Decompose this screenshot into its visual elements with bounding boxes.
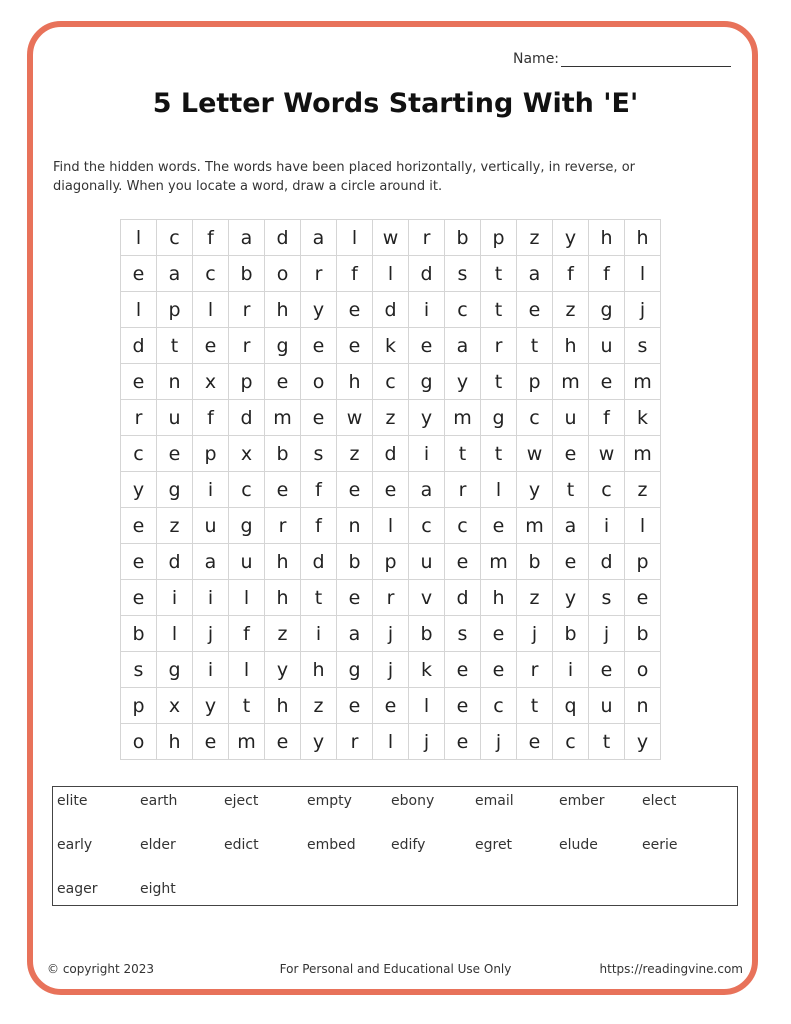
- instructions-text: Find the hidden words. The words have been placed horizontally, vertically, in reverse, or diagonally. When you locate a word, draw a circle around it.: [53, 160, 635, 194]
- word-bank-item: eager: [57, 881, 98, 897]
- grid-cell[interactable]: x: [193, 364, 229, 400]
- grid-cell[interactable]: e: [121, 364, 157, 400]
- grid-cell[interactable]: w: [337, 400, 373, 436]
- grid-cell[interactable]: l: [625, 256, 661, 292]
- grid-cell[interactable]: e: [265, 472, 301, 508]
- grid-cell[interactable]: d: [445, 580, 481, 616]
- grid-cell[interactable]: e: [193, 724, 229, 760]
- grid-cell[interactable]: e: [337, 328, 373, 364]
- word-search-grid: [120, 219, 661, 760]
- grid-cell[interactable]: e: [265, 724, 301, 760]
- grid-cell[interactable]: h: [157, 724, 193, 760]
- grid-cell[interactable]: e: [337, 688, 373, 724]
- grid-cell[interactable]: p: [625, 544, 661, 580]
- grid-cell[interactable]: h: [553, 328, 589, 364]
- grid-cell[interactable]: e: [445, 688, 481, 724]
- grid-cell[interactable]: e: [517, 724, 553, 760]
- grid-cell[interactable]: x: [157, 688, 193, 724]
- word-bank-item: embed: [307, 837, 356, 853]
- grid-row: [121, 544, 661, 580]
- grid-row: [121, 256, 661, 292]
- grid-cell[interactable]: e: [121, 580, 157, 616]
- grid-cell[interactable]: g: [265, 328, 301, 364]
- name-field: [513, 51, 731, 67]
- grid-cell[interactable]: e: [409, 328, 445, 364]
- grid-cell[interactable]: y: [301, 292, 337, 328]
- grid-cell[interactable]: w: [589, 436, 625, 472]
- grid-cell[interactable]: c: [445, 508, 481, 544]
- grid-cell[interactable]: z: [301, 688, 337, 724]
- grid-cell[interactable]: c: [373, 364, 409, 400]
- word-bank: [52, 786, 738, 906]
- grid-cell[interactable]: m: [265, 400, 301, 436]
- grid-cell[interactable]: a: [301, 220, 337, 256]
- grid-cell[interactable]: e: [553, 544, 589, 580]
- grid-cell[interactable]: j: [589, 616, 625, 652]
- grid-cell[interactable]: b: [517, 544, 553, 580]
- grid-cell[interactable]: a: [157, 256, 193, 292]
- grid-cell[interactable]: e: [193, 328, 229, 364]
- grid-cell[interactable]: l: [409, 688, 445, 724]
- grid-cell[interactable]: h: [481, 580, 517, 616]
- grid-cell[interactable]: t: [481, 256, 517, 292]
- grid-cell[interactable]: f: [193, 220, 229, 256]
- grid-cell[interactable]: c: [229, 472, 265, 508]
- footer-copyright: © copyright 2023: [47, 962, 155, 976]
- grid-cell[interactable]: l: [625, 508, 661, 544]
- grid-cell[interactable]: f: [553, 256, 589, 292]
- grid-cell[interactable]: w: [517, 436, 553, 472]
- grid-cell[interactable]: l: [337, 220, 373, 256]
- grid-cell[interactable]: c: [553, 724, 589, 760]
- grid-cell[interactable]: r: [265, 508, 301, 544]
- grid-cell[interactable]: a: [409, 472, 445, 508]
- grid-cell[interactable]: d: [229, 400, 265, 436]
- grid-cell[interactable]: l: [229, 580, 265, 616]
- word-bank-item: early: [57, 837, 93, 853]
- grid-cell[interactable]: h: [589, 220, 625, 256]
- grid-cell[interactable]: r: [409, 220, 445, 256]
- grid-cell[interactable]: g: [337, 652, 373, 688]
- grid-cell[interactable]: o: [301, 364, 337, 400]
- grid-cell[interactable]: h: [265, 688, 301, 724]
- grid-cell[interactable]: s: [625, 328, 661, 364]
- grid-cell[interactable]: e: [337, 292, 373, 328]
- grid-cell[interactable]: f: [337, 256, 373, 292]
- grid-cell[interactable]: s: [301, 436, 337, 472]
- grid-cell[interactable]: j: [517, 616, 553, 652]
- grid-cell[interactable]: y: [445, 364, 481, 400]
- grid-cell[interactable]: e: [373, 472, 409, 508]
- grid-cell[interactable]: c: [193, 256, 229, 292]
- footer-url: https://readingvine.com: [599, 962, 743, 976]
- grid-cell[interactable]: t: [445, 436, 481, 472]
- grid-cell[interactable]: o: [625, 652, 661, 688]
- grid-cell[interactable]: c: [589, 472, 625, 508]
- grid-cell[interactable]: r: [373, 580, 409, 616]
- grid-cell[interactable]: c: [481, 688, 517, 724]
- grid-cell[interactable]: l: [121, 220, 157, 256]
- name-blank-line: [561, 52, 731, 67]
- grid-cell[interactable]: a: [517, 256, 553, 292]
- word-bank-item: edict: [224, 837, 259, 853]
- grid-cell[interactable]: j: [193, 616, 229, 652]
- grid-cell[interactable]: f: [589, 256, 625, 292]
- grid-cell[interactable]: e: [121, 256, 157, 292]
- grid-cell[interactable]: e: [445, 652, 481, 688]
- grid-cell[interactable]: g: [157, 472, 193, 508]
- grid-cell[interactable]: j: [625, 292, 661, 328]
- grid-cell[interactable]: k: [409, 652, 445, 688]
- grid-cell[interactable]: u: [589, 688, 625, 724]
- grid-cell[interactable]: n: [625, 688, 661, 724]
- grid-cell[interactable]: g: [589, 292, 625, 328]
- grid-cell[interactable]: f: [301, 508, 337, 544]
- grid-row: [121, 328, 661, 364]
- grid-cell[interactable]: d: [409, 256, 445, 292]
- grid-cell[interactable]: l: [373, 256, 409, 292]
- grid-row: [121, 292, 661, 328]
- grid-cell[interactable]: e: [625, 580, 661, 616]
- grid-cell[interactable]: d: [265, 220, 301, 256]
- grid-cell[interactable]: y: [553, 580, 589, 616]
- grid-cell[interactable]: n: [337, 508, 373, 544]
- grid-cell[interactable]: s: [445, 616, 481, 652]
- grid-cell[interactable]: c: [157, 220, 193, 256]
- grid-cell[interactable]: b: [625, 616, 661, 652]
- grid-cell[interactable]: u: [229, 544, 265, 580]
- grid-cell[interactable]: u: [409, 544, 445, 580]
- grid-cell[interactable]: d: [373, 436, 409, 472]
- grid-cell[interactable]: d: [301, 544, 337, 580]
- grid-cell[interactable]: z: [265, 616, 301, 652]
- grid-cell[interactable]: u: [589, 328, 625, 364]
- grid-cell[interactable]: b: [553, 616, 589, 652]
- grid-cell[interactable]: s: [445, 256, 481, 292]
- grid-cell[interactable]: r: [517, 652, 553, 688]
- grid-cell[interactable]: d: [589, 544, 625, 580]
- grid-cell[interactable]: h: [265, 292, 301, 328]
- word-bank-item: egret: [475, 837, 513, 853]
- grid-cell[interactable]: b: [229, 256, 265, 292]
- grid-cell[interactable]: p: [121, 688, 157, 724]
- grid-row: [121, 220, 661, 256]
- grid-row: [121, 472, 661, 508]
- grid-cell[interactable]: a: [553, 508, 589, 544]
- grid-cell[interactable]: t: [157, 328, 193, 364]
- grid-cell[interactable]: c: [121, 436, 157, 472]
- grid-cell[interactable]: e: [301, 400, 337, 436]
- word-bank-item: elite: [57, 793, 88, 809]
- grid-cell[interactable]: n: [157, 364, 193, 400]
- grid-cell[interactable]: h: [265, 580, 301, 616]
- word-bank-item: edify: [391, 837, 426, 853]
- grid-cell[interactable]: e: [553, 436, 589, 472]
- grid-cell[interactable]: g: [157, 652, 193, 688]
- grid-row: [121, 580, 661, 616]
- grid-cell[interactable]: c: [445, 292, 481, 328]
- grid-cell[interactable]: y: [193, 688, 229, 724]
- grid-cell[interactable]: t: [553, 472, 589, 508]
- grid-row: [121, 616, 661, 652]
- grid-cell[interactable]: p: [157, 292, 193, 328]
- grid-cell[interactable]: y: [553, 220, 589, 256]
- grid-cell[interactable]: s: [589, 580, 625, 616]
- grid-row: [121, 436, 661, 472]
- grid-cell[interactable]: t: [229, 688, 265, 724]
- grid-cell[interactable]: y: [265, 652, 301, 688]
- grid-cell[interactable]: j: [481, 724, 517, 760]
- grid-cell[interactable]: l: [157, 616, 193, 652]
- grid-row: [121, 688, 661, 724]
- grid-cell[interactable]: e: [373, 688, 409, 724]
- grid-cell[interactable]: x: [229, 436, 265, 472]
- grid-cell[interactable]: a: [445, 328, 481, 364]
- grid-cell[interactable]: m: [553, 364, 589, 400]
- grid-cell[interactable]: z: [517, 220, 553, 256]
- grid-cell[interactable]: c: [517, 400, 553, 436]
- grid-cell[interactable]: f: [301, 472, 337, 508]
- word-bank-item: empty: [307, 793, 352, 809]
- grid-cell[interactable]: t: [481, 292, 517, 328]
- name-label: Name:: [513, 51, 560, 67]
- grid-cell[interactable]: h: [265, 544, 301, 580]
- grid-cell[interactable]: l: [373, 724, 409, 760]
- grid-cell[interactable]: i: [409, 292, 445, 328]
- grid-cell[interactable]: l: [193, 292, 229, 328]
- grid-cell[interactable]: o: [265, 256, 301, 292]
- grid-cell[interactable]: h: [625, 220, 661, 256]
- grid-cell[interactable]: i: [589, 508, 625, 544]
- grid-cell[interactable]: t: [517, 688, 553, 724]
- grid-cell[interactable]: g: [409, 364, 445, 400]
- grid-cell[interactable]: r: [229, 292, 265, 328]
- grid-cell[interactable]: t: [481, 436, 517, 472]
- grid-cell[interactable]: m: [229, 724, 265, 760]
- word-bank-item: eject: [224, 793, 259, 809]
- grid-cell[interactable]: r: [337, 724, 373, 760]
- footer-usage: For Personal and Educational Use Only: [279, 962, 512, 976]
- grid-cell[interactable]: e: [157, 436, 193, 472]
- grid-cell[interactable]: z: [553, 292, 589, 328]
- grid-cell[interactable]: l: [373, 508, 409, 544]
- word-bank-item: elect: [642, 793, 677, 809]
- grid-cell[interactable]: t: [301, 580, 337, 616]
- grid-cell[interactable]: p: [373, 544, 409, 580]
- grid-cell[interactable]: u: [553, 400, 589, 436]
- grid-cell[interactable]: c: [409, 508, 445, 544]
- grid-cell[interactable]: e: [337, 580, 373, 616]
- grid-cell[interactable]: k: [625, 400, 661, 436]
- grid-cell[interactable]: u: [157, 400, 193, 436]
- grid-cell[interactable]: j: [373, 652, 409, 688]
- grid-cell[interactable]: f: [589, 400, 625, 436]
- grid-cell[interactable]: d: [121, 328, 157, 364]
- grid-cell[interactable]: p: [517, 364, 553, 400]
- grid-cell[interactable]: e: [589, 652, 625, 688]
- grid-cell[interactable]: i: [301, 616, 337, 652]
- word-bank-item: eight: [140, 881, 176, 897]
- grid-cell[interactable]: e: [301, 328, 337, 364]
- grid-cell[interactable]: t: [589, 724, 625, 760]
- word-bank-item: ember: [559, 793, 605, 809]
- word-bank-item: earth: [140, 793, 178, 809]
- grid-row: [121, 652, 661, 688]
- grid-cell[interactable]: u: [193, 508, 229, 544]
- grid-cell[interactable]: e: [445, 724, 481, 760]
- grid-cell[interactable]: v: [409, 580, 445, 616]
- grid-cell[interactable]: l: [121, 292, 157, 328]
- grid-cell[interactable]: i: [157, 580, 193, 616]
- grid-cell[interactable]: m: [625, 364, 661, 400]
- grid-cell[interactable]: a: [193, 544, 229, 580]
- grid-cell[interactable]: h: [301, 652, 337, 688]
- grid-cell[interactable]: e: [481, 652, 517, 688]
- grid-cell[interactable]: z: [517, 580, 553, 616]
- grid-cell[interactable]: i: [193, 472, 229, 508]
- grid-cell[interactable]: w: [373, 220, 409, 256]
- grid-row: [121, 400, 661, 436]
- grid-cell[interactable]: b: [121, 616, 157, 652]
- grid-cell[interactable]: g: [229, 508, 265, 544]
- grid-cell[interactable]: e: [265, 364, 301, 400]
- grid-cell[interactable]: z: [373, 400, 409, 436]
- grid-row: [121, 364, 661, 400]
- grid-cell[interactable]: q: [553, 688, 589, 724]
- grid-cell[interactable]: f: [229, 616, 265, 652]
- word-bank-item: ebony: [391, 793, 435, 809]
- grid-cell[interactable]: l: [481, 472, 517, 508]
- grid-cell[interactable]: e: [445, 544, 481, 580]
- grid-cell[interactable]: m: [481, 544, 517, 580]
- grid-cell[interactable]: p: [481, 220, 517, 256]
- grid-cell[interactable]: r: [301, 256, 337, 292]
- grid-cell[interactable]: b: [445, 220, 481, 256]
- grid-cell[interactable]: b: [337, 544, 373, 580]
- grid-cell[interactable]: t: [481, 364, 517, 400]
- grid-cell[interactable]: b: [265, 436, 301, 472]
- word-bank-item: email: [475, 793, 514, 809]
- grid-cell[interactable]: m: [625, 436, 661, 472]
- word-bank-item: eerie: [642, 837, 678, 853]
- grid-cell[interactable]: h: [337, 364, 373, 400]
- grid-cell[interactable]: k: [373, 328, 409, 364]
- grid-cell[interactable]: g: [481, 400, 517, 436]
- grid-cell[interactable]: j: [409, 724, 445, 760]
- grid-cell[interactable]: z: [337, 436, 373, 472]
- word-bank-item: elude: [559, 837, 598, 853]
- grid-cell[interactable]: a: [229, 220, 265, 256]
- grid-cell[interactable]: p: [229, 364, 265, 400]
- grid-cell[interactable]: y: [301, 724, 337, 760]
- grid-cell[interactable]: m: [445, 400, 481, 436]
- grid-cell[interactable]: e: [121, 508, 157, 544]
- grid-cell[interactable]: j: [373, 616, 409, 652]
- grid-cell[interactable]: o: [121, 724, 157, 760]
- grid-cell[interactable]: y: [409, 400, 445, 436]
- grid-cell[interactable]: i: [193, 652, 229, 688]
- grid-cell[interactable]: f: [193, 400, 229, 436]
- grid-cell[interactable]: e: [481, 508, 517, 544]
- grid-cell[interactable]: r: [481, 328, 517, 364]
- page-title: 5 Letter Words Starting With 'E': [152, 88, 639, 119]
- grid-cell[interactable]: a: [337, 616, 373, 652]
- grid-cell[interactable]: m: [517, 508, 553, 544]
- grid-cell[interactable]: y: [625, 724, 661, 760]
- grid-cell[interactable]: i: [193, 580, 229, 616]
- grid-cell[interactable]: b: [409, 616, 445, 652]
- grid-cell[interactable]: d: [373, 292, 409, 328]
- grid-cell[interactable]: s: [121, 652, 157, 688]
- grid-cell[interactable]: i: [409, 436, 445, 472]
- grid-cell[interactable]: r: [229, 328, 265, 364]
- word-bank-item: elder: [140, 837, 176, 853]
- grid-cell[interactable]: l: [229, 652, 265, 688]
- grid-cell[interactable]: e: [121, 544, 157, 580]
- grid-cell[interactable]: e: [589, 364, 625, 400]
- grid-cell[interactable]: z: [157, 508, 193, 544]
- grid-cell[interactable]: e: [337, 472, 373, 508]
- grid-cell[interactable]: e: [517, 292, 553, 328]
- grid-cell[interactable]: e: [481, 616, 517, 652]
- grid-cell[interactable]: i: [553, 652, 589, 688]
- grid-cell[interactable]: d: [157, 544, 193, 580]
- grid-cell[interactable]: r: [445, 472, 481, 508]
- grid-cell[interactable]: y: [517, 472, 553, 508]
- grid-cell[interactable]: y: [121, 472, 157, 508]
- grid-row: [121, 508, 661, 544]
- grid-cell[interactable]: z: [625, 472, 661, 508]
- grid-cell[interactable]: t: [517, 328, 553, 364]
- grid-row: [121, 724, 661, 760]
- grid-cell[interactable]: r: [121, 400, 157, 436]
- grid-cell[interactable]: p: [193, 436, 229, 472]
